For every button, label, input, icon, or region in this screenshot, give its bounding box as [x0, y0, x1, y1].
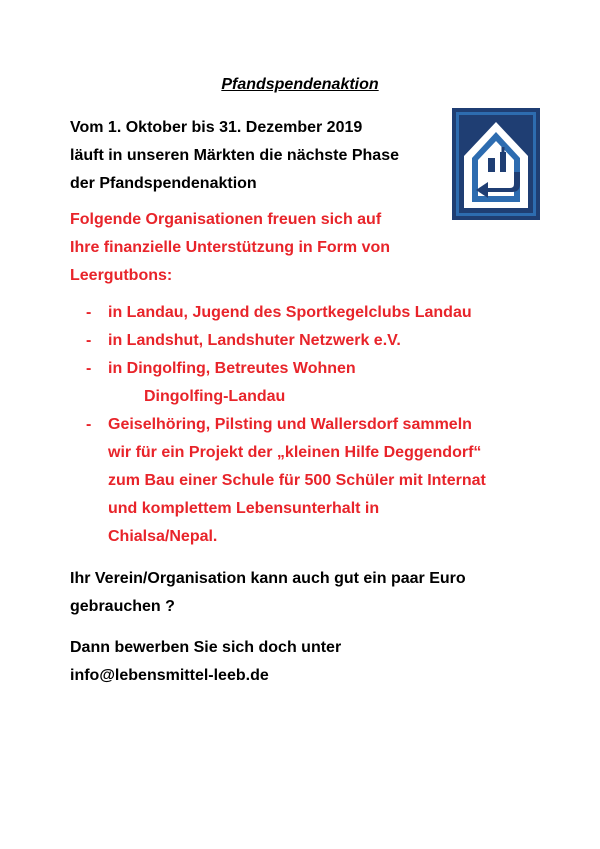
list-item	[86, 411, 486, 551]
orgs-line: Ihre finanzielle Unterstützung in Form von	[70, 239, 391, 256]
list-item	[86, 327, 486, 355]
intro-line: läuft in unseren Märkten die nächste Phase	[70, 147, 399, 164]
list-item	[86, 299, 486, 327]
list-item-text: in Dingolfing, Betreutes Wohnen	[108, 360, 356, 377]
intro-line: der Pfandspendenaktion	[70, 175, 257, 192]
list-dash: -	[86, 416, 92, 433]
organisation-list	[86, 299, 486, 551]
list-dash: -	[86, 304, 92, 321]
list-item-text: wir für ein Projekt der „kleinen Hilfe Deggendorf“	[108, 444, 482, 461]
list-dash: -	[86, 360, 92, 377]
list-item-text: in Landshut, Landshuter Netzwerk e.V.	[108, 332, 401, 349]
contact-text	[70, 634, 341, 690]
orgs-line: Folgende Organisationen freuen sich auf	[70, 211, 382, 228]
pfand-return-icon	[452, 108, 540, 220]
intro-text	[70, 114, 399, 198]
list-dash: -	[86, 332, 92, 349]
list-item-text: in Landau, Jugend des Sportkegelclubs Landau	[108, 304, 472, 321]
orgs-line: Leergutbons:	[70, 267, 173, 284]
list-item-text: Chialsa/Nepal.	[108, 528, 218, 545]
organisations-intro	[70, 206, 390, 290]
question-line: Ihr Verein/Organisation kann auch gut ein paar Euro	[70, 570, 466, 587]
list-item-text: Dingolfing-Landau	[144, 388, 286, 405]
page-title: Pfandspendenaktion	[221, 76, 379, 93]
list-item-text: zum Bau einer Schule für 500 Schüler mit Internat	[108, 472, 486, 489]
list-item	[86, 355, 486, 411]
intro-line: Vom 1. Oktober bis 31. Dezember 2019	[70, 119, 363, 136]
question-text	[70, 565, 466, 621]
contact-line: Dann bewerben Sie sich doch unter	[70, 639, 342, 656]
contact-email[interactable]: info@lebensmittel-leeb.de	[70, 667, 269, 684]
question-line: gebrauchen ?	[70, 598, 175, 615]
list-item-text: und komplettem Lebensunterhalt in	[108, 500, 380, 517]
list-item-text: Geiselhöring, Pilsting und Wallersdorf sammeln	[108, 416, 472, 433]
